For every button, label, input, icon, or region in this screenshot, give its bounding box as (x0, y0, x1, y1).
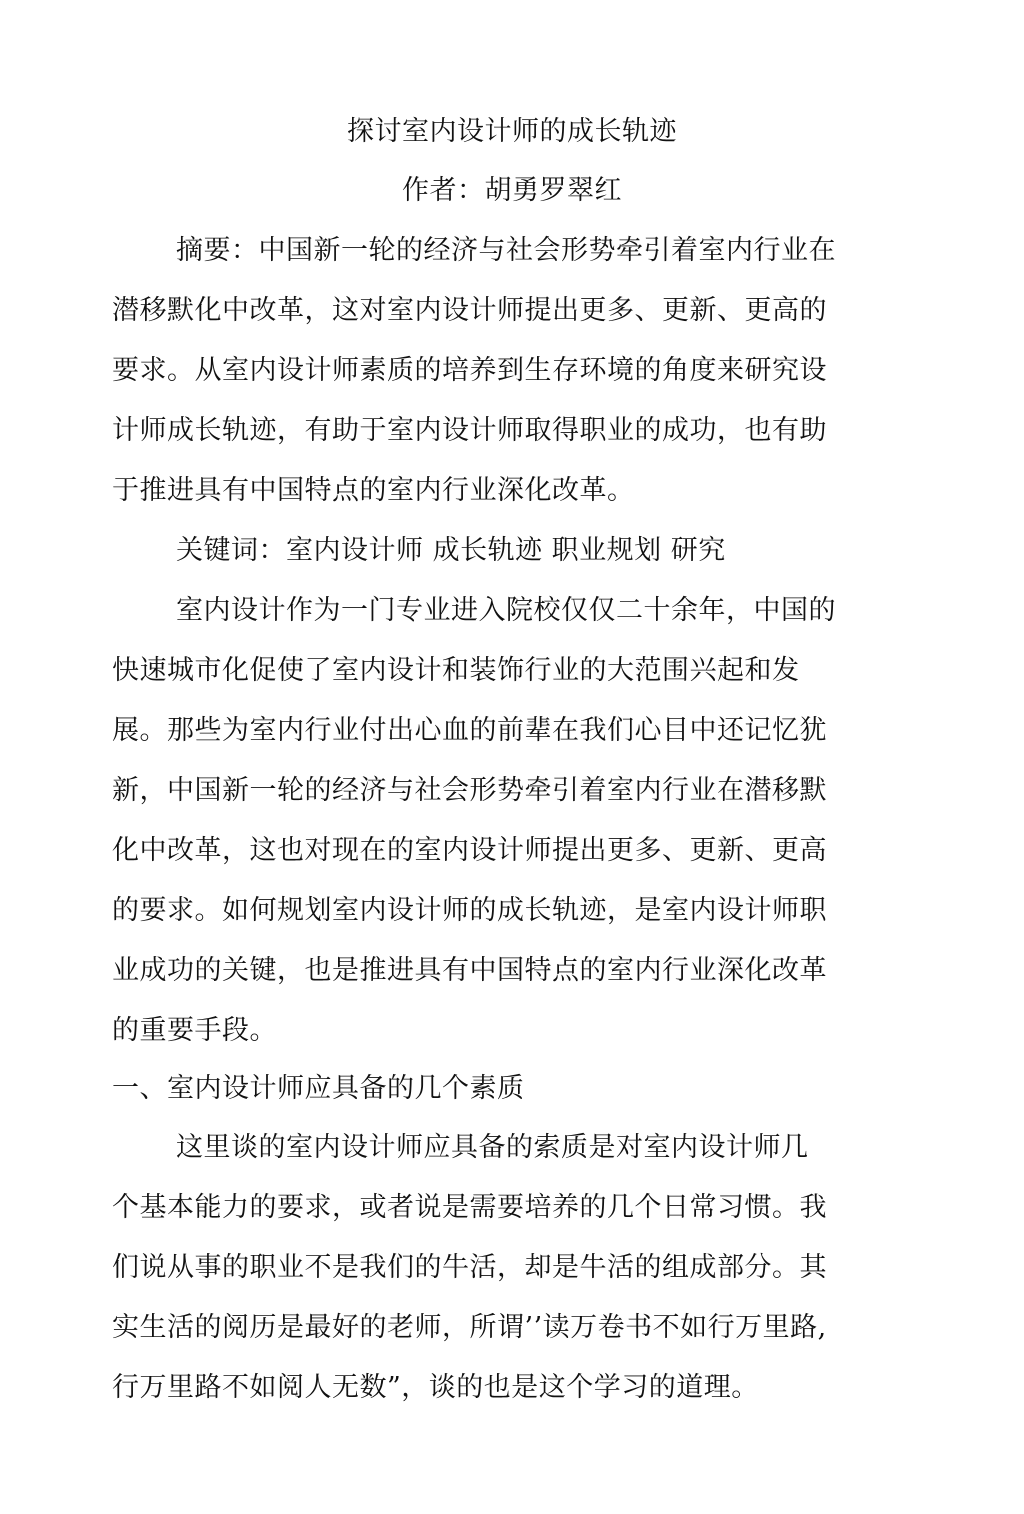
section-paragraph-line: 个基本能力的要求，或者说是需要培养的几个日常习惯。我 (112, 1192, 827, 1223)
document-title: 探讨室内设计师的成长轨迹 (347, 116, 677, 147)
section-paragraph-line: 们说从事的职业不是我们的牛活，却是牛活的组成部分。其 (112, 1252, 827, 1283)
abstract-line: 要求。从室内设计师素质的培养到生存环境的角度来研究设 (112, 355, 827, 386)
keywords-line: 关键词：室内设计师 成长轨迹 职业规划 研究 (176, 535, 726, 566)
intro-line: 新，中国新一轮的经济与社会形势牵引着室内行业在潜移默 (112, 775, 827, 806)
abstract-line: 潜移默化中改革，这对室内设计师提出更多、更新、更高的 (112, 295, 827, 326)
intro-line: 展。那些为室内行业付出心血的前辈在我们心目中还记忆犹 (112, 715, 827, 746)
document-author: 作者：胡勇罗翠红 (402, 175, 622, 206)
section-paragraph-line: 实生活的阅历是最好的老师，所谓’’读万卷书不如行万里路, (112, 1312, 827, 1343)
intro-line: 的重要手段。 (112, 1015, 277, 1046)
section-heading: 一、室内设计师应具备的几个素质 (112, 1073, 525, 1104)
intro-line: 业成功的关键，也是推进具有中国特点的室内行业深化改革 (112, 955, 827, 986)
abstract-line: 于推进具有中国特点的室内行业深化改革。 (112, 475, 635, 506)
intro-line: 化中改革，这也对现在的室内设计师提出更多、更新、更高 (112, 835, 827, 866)
intro-line: 快速城市化促使了室内设计和装饰行业的大范围兴起和发 (112, 655, 800, 686)
abstract-line: 摘要：中国新一轮的经济与社会形势牵引着室内行业在 (176, 235, 836, 266)
section-paragraph-line: 行万里路不如阅人无数”，谈的也是这个学习的道理。 (112, 1372, 759, 1403)
intro-line: 的要求。如何规划室内设计师的成长轨迹，是室内设计师职 (112, 895, 827, 926)
intro-line: 室内设计作为一门专业进入院校仅仅二十余年，中国的 (176, 595, 836, 626)
section-paragraph-line: 这里谈的室内设计师应具备的索质是对室内设计师几 (176, 1132, 809, 1163)
abstract-line: 计师成长轨迹，有助于室内设计师取得职业的成功，也有助 (112, 415, 827, 446)
